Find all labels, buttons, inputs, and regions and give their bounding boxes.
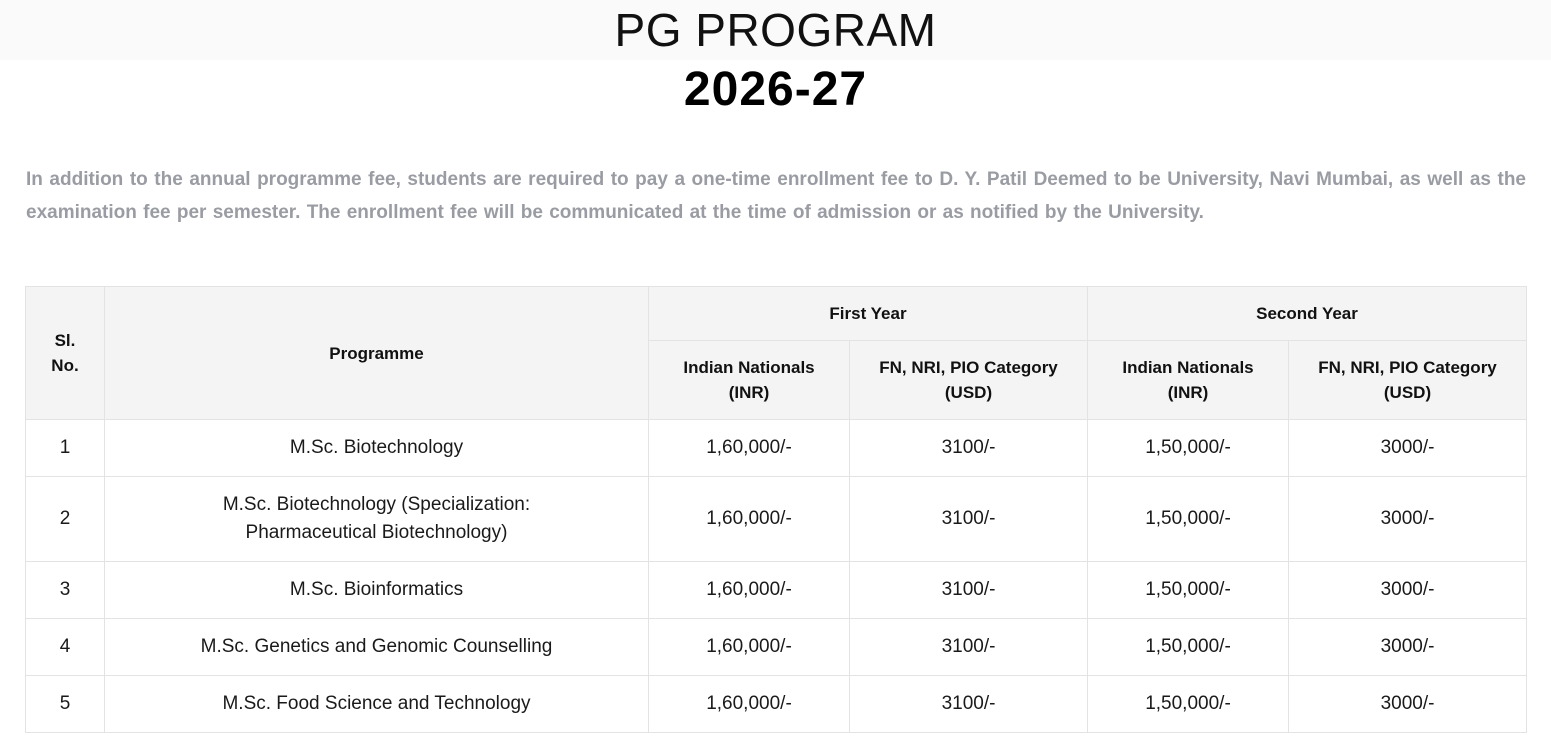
cell-programme: M.Sc. Biotechnology: [105, 420, 649, 477]
header-sy-indian-nationals: Indian Nationals (INR): [1088, 341, 1289, 420]
table-row: [26, 676, 1527, 733]
header-fy-indian-nationals: Indian Nationals (INR): [649, 341, 850, 420]
cell-fy-usd: 3100/-: [850, 619, 1088, 676]
cell-programme: M.Sc. Biotechnology (Specialization: Pharmaceutical Biotechnology): [105, 477, 649, 562]
cell-sl-no: 5: [26, 676, 105, 733]
cell-sl-no: 3: [26, 562, 105, 619]
cell-sy-inr: 1,50,000/-: [1088, 477, 1289, 562]
academic-year: 2026-27: [683, 63, 868, 116]
cell-sy-inr: 1,50,000/-: [1088, 420, 1289, 477]
table-row: [26, 619, 1527, 676]
cell-sl-no: 2: [26, 477, 105, 562]
cell-fy-usd: 3100/-: [850, 420, 1088, 477]
cell-fy-inr: 1,60,000/-: [649, 562, 850, 619]
header-first-year: First Year: [649, 287, 1088, 341]
cell-programme: M.Sc. Bioinformatics: [105, 562, 649, 619]
cell-sy-inr: 1,50,000/-: [1088, 562, 1289, 619]
header-sy-foreign-category: FN, NRI, PIO Category (USD): [1289, 341, 1527, 420]
header-programme: Programme: [105, 287, 649, 420]
cell-fy-inr: 1,60,000/-: [649, 420, 850, 477]
header-sl-no: Sl. No.: [26, 287, 105, 420]
cell-fy-inr: 1,60,000/-: [649, 619, 850, 676]
table-row: [26, 477, 1527, 562]
fee-note: In addition to the annual programme fee, students are required to pay a one-time enrollment fee to D. Y. Patil Deemed to be University, Navi Mumbai, as well as the examination fee per semester. The enrollment fee will be communicated at the time of admission or as notified by the University.: [26, 169, 1526, 223]
cell-programme: M.Sc. Genetics and Genomic Counselling: [105, 619, 649, 676]
cell-fy-usd: 3100/-: [850, 562, 1088, 619]
fee-table: [25, 286, 1527, 733]
cell-fy-usd: 3100/-: [850, 676, 1088, 733]
page-title: PG PROGRAM: [614, 4, 937, 56]
table-row: [26, 562, 1527, 619]
cell-fy-usd: 3100/-: [850, 477, 1088, 562]
cell-sl-no: 1: [26, 420, 105, 477]
cell-sy-usd: 3000/-: [1289, 676, 1527, 733]
cell-sy-usd: 3000/-: [1289, 477, 1527, 562]
cell-fy-inr: 1,60,000/-: [649, 477, 850, 562]
header-second-year: Second Year: [1088, 287, 1527, 341]
cell-sy-usd: 3000/-: [1289, 562, 1527, 619]
cell-sl-no: 4: [26, 619, 105, 676]
header-row: [26, 287, 1527, 341]
cell-sy-usd: 3000/-: [1289, 420, 1527, 477]
header-fy-foreign-category: FN, NRI, PIO Category (USD): [850, 341, 1088, 420]
table-row: [26, 420, 1527, 477]
cell-sy-inr: 1,50,000/-: [1088, 619, 1289, 676]
cell-sy-inr: 1,50,000/-: [1088, 676, 1289, 733]
cell-fy-inr: 1,60,000/-: [649, 676, 850, 733]
cell-sy-usd: 3000/-: [1289, 619, 1527, 676]
cell-programme: M.Sc. Food Science and Technology: [105, 676, 649, 733]
